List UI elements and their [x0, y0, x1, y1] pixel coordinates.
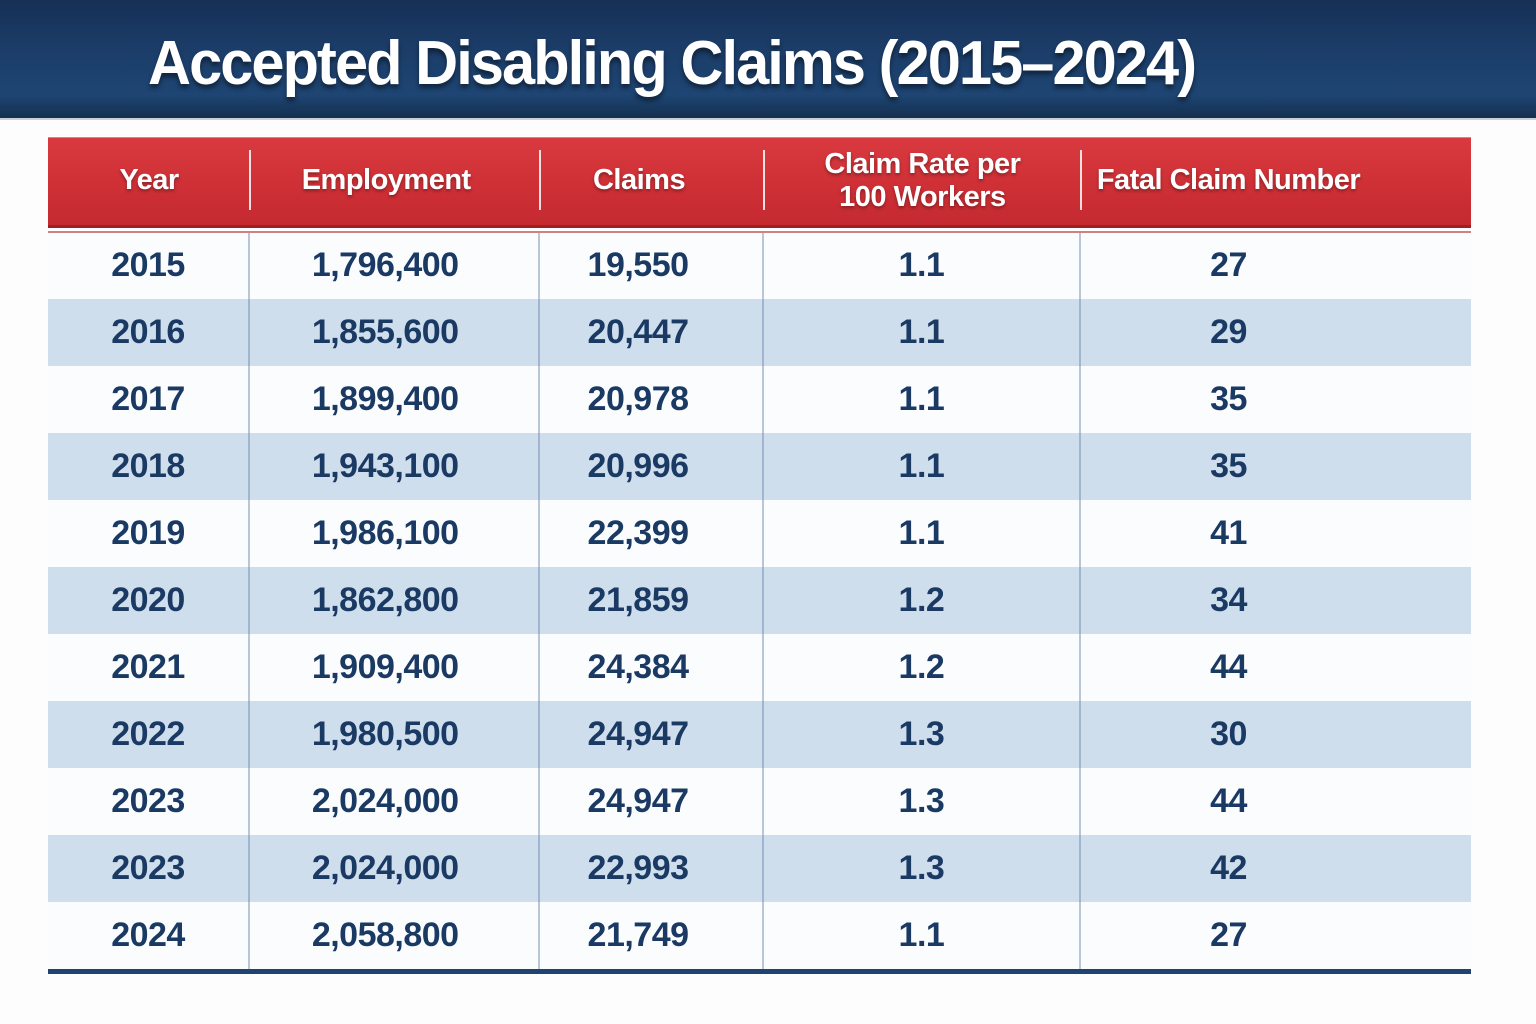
- table-cell: 24,384: [540, 634, 763, 701]
- table-cell: 30: [1210, 715, 1247, 753]
- table-cell: 1,855,600: [250, 299, 540, 366]
- table-cell: 42: [1210, 849, 1247, 887]
- table-cell: 2023: [48, 835, 250, 902]
- table-cell: 1.3: [764, 835, 1081, 902]
- table-row: [48, 366, 1471, 433]
- table-cell: 21,749: [540, 902, 763, 969]
- table-cell: 2020: [48, 567, 250, 634]
- table-row: [48, 634, 1471, 701]
- table-cell: 2023: [48, 768, 250, 835]
- column-header-label: Year: [119, 164, 179, 197]
- table-cell: 1.1: [764, 500, 1081, 567]
- table-row: [48, 500, 1471, 567]
- title-banner: [0, 0, 1536, 118]
- table-cell: 1.3: [764, 701, 1081, 768]
- table-cell: 1,862,800: [250, 567, 540, 634]
- table-cell: 21,859: [540, 567, 763, 634]
- table-cell: 1,796,400: [250, 232, 540, 299]
- table-cell: 2017: [48, 366, 250, 433]
- column-header-label: Fatal Claim Number: [1096, 164, 1361, 197]
- table-header-row: [48, 137, 1471, 228]
- table-cell: 2,024,000: [250, 768, 540, 835]
- table-cell: 1.2: [764, 567, 1081, 634]
- table-cell: 44: [1210, 648, 1247, 686]
- claims-table: [48, 137, 1471, 974]
- column-header-fatal-claims: [1081, 137, 1471, 225]
- column-header-label: Employment: [301, 164, 471, 197]
- table-cell: 35: [1210, 447, 1247, 485]
- page-title: Accepted Disabling Claims (2015–2024): [147, 28, 1195, 98]
- table-cell: 1.2: [764, 634, 1081, 701]
- table-row: [48, 701, 1471, 768]
- table-cell: 22,993: [540, 835, 763, 902]
- table-cell: 27: [1210, 916, 1247, 954]
- table-row: [48, 902, 1471, 969]
- table-row: [48, 768, 1471, 835]
- table-cell: 2016: [48, 299, 250, 366]
- table-cell: 1.1: [764, 299, 1081, 366]
- column-header-claims: [540, 137, 763, 225]
- table-cell: 27: [1210, 246, 1247, 284]
- table-cell: 2019: [48, 500, 250, 567]
- column-header-label-line2: 100 Workers: [839, 181, 1006, 213]
- table-cell: 35: [1210, 380, 1247, 418]
- table-cell: 1.1: [764, 366, 1081, 433]
- table-cell: 34: [1210, 581, 1247, 619]
- table-cell: 1,909,400: [250, 634, 540, 701]
- table-row: [48, 567, 1471, 634]
- table-cell: 2018: [48, 433, 250, 500]
- table-cell: 2024: [48, 902, 250, 969]
- table-cell: 20,996: [540, 433, 763, 500]
- table-cell: 19,550: [540, 232, 763, 299]
- table-cell: 22,399: [540, 500, 763, 567]
- table-cell: 2015: [48, 232, 250, 299]
- table-cell: 2,058,800: [250, 902, 540, 969]
- table-cell: 1,980,500: [250, 701, 540, 768]
- table-cell: 1.1: [764, 232, 1081, 299]
- column-header-label: Claims: [592, 164, 686, 197]
- table-cell: 2021: [48, 634, 250, 701]
- table-cell: 20,978: [540, 366, 763, 433]
- table-cell: 1,986,100: [250, 500, 540, 567]
- table-row: [48, 232, 1471, 299]
- table-cell: 44: [1210, 782, 1247, 820]
- table-cell: 24,947: [540, 701, 763, 768]
- column-header-claim-rate: [764, 137, 1081, 225]
- table-cell: 29: [1210, 313, 1247, 351]
- table-cell: 1,943,100: [250, 433, 540, 500]
- table-row: [48, 433, 1471, 500]
- table-cell: 20,447: [540, 299, 763, 366]
- column-header-employment: [250, 137, 540, 225]
- table-row: [48, 835, 1471, 902]
- table-cell: 2022: [48, 701, 250, 768]
- table-cell: 24,947: [540, 768, 763, 835]
- table-cell: 1,899,400: [250, 366, 540, 433]
- table-body: [48, 232, 1471, 974]
- table-cell: 1.1: [764, 433, 1081, 500]
- column-header-year: [48, 137, 250, 225]
- column-header-label-line1: Claim Rate per: [824, 147, 1021, 180]
- table-cell: 41: [1210, 514, 1247, 552]
- table-cell: 1.3: [764, 768, 1081, 835]
- table-cell: 2,024,000: [250, 835, 540, 902]
- table-row: [48, 299, 1471, 366]
- table-cell: 1.1: [764, 902, 1081, 969]
